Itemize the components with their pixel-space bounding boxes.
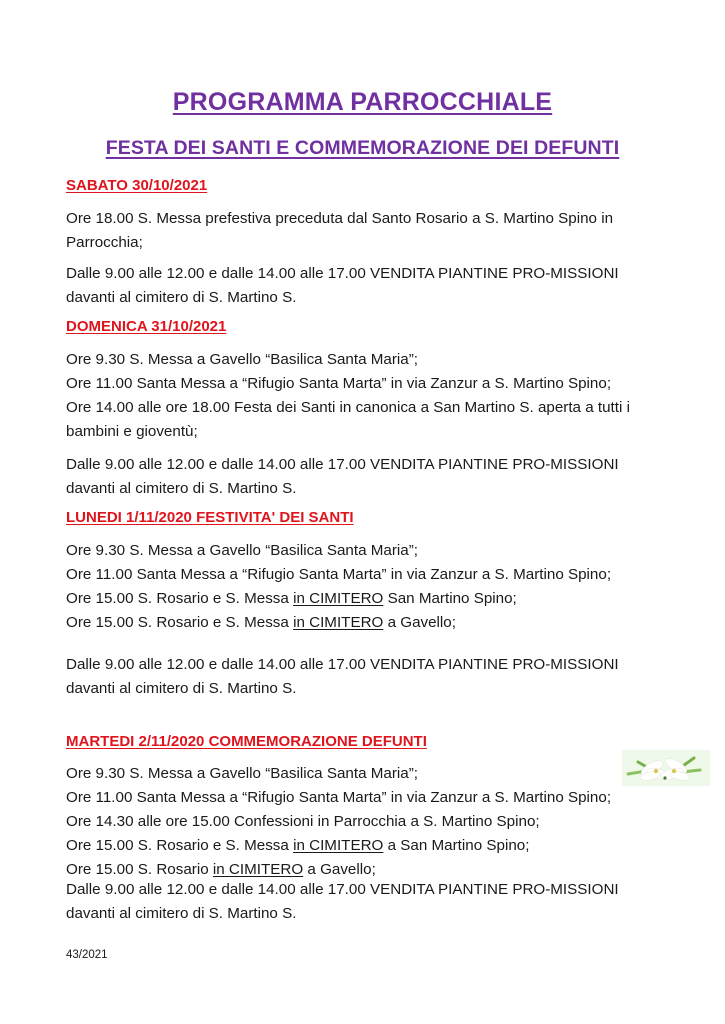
text-line: Dalle 9.00 alle 12.00 e dalle 14.00 alle 17.00 VENDITA PIANTINE PRO-MISSIONI bbox=[66, 265, 619, 282]
text-segment: Ore 15.00 S. Rosario e S. Messa bbox=[66, 590, 294, 607]
underlined-text: in CIMITERO bbox=[212, 861, 304, 878]
text-line: Dalle 9.00 alle 12.00 e dalle 14.00 alle 17.00 VENDITA PIANTINE PRO-MISSIONI bbox=[66, 881, 619, 898]
paragraph bbox=[66, 348, 666, 444]
paragraph bbox=[66, 539, 666, 635]
text-line: Parrocchia; bbox=[66, 234, 143, 251]
paragraph bbox=[66, 207, 666, 255]
text-segment: Ore 15.00 S. Rosario bbox=[66, 861, 213, 878]
text-line: Ore 9.30 S. Messa a Gavello “Basilica Santa Maria”; bbox=[66, 351, 418, 368]
text-segment: Ore 15.00 S. Rosario e S. Messa bbox=[66, 614, 294, 631]
text-line: Dalle 9.00 alle 12.00 e dalle 14.00 alle 17.00 VENDITA PIANTINE PRO-MISSIONI bbox=[66, 656, 619, 673]
paragraph bbox=[66, 878, 666, 926]
section-heading-martedi: MARTEDI 2/11/2020 COMMEMORAZIONE DEFUNTI bbox=[66, 733, 427, 750]
section-heading-sabato: SABATO 30/10/2021 bbox=[66, 177, 208, 194]
footer-page-number: 43/2021 bbox=[66, 949, 108, 961]
text-line bbox=[66, 834, 666, 858]
text-line: bambini e gioventù; bbox=[66, 423, 198, 440]
text-segment: a Gavello; bbox=[303, 861, 376, 878]
text-line bbox=[66, 611, 666, 635]
text-line: Ore 14.00 alle ore 18.00 Festa dei Santi in canonica a San Martino S. aperta a tutti i bbox=[66, 399, 630, 416]
page-title-text: PROGRAMMA PARROCCHIALE bbox=[172, 88, 553, 116]
underlined-text: in CIMITERO bbox=[293, 614, 384, 631]
text-line: davanti al cimitero di S. Martino S. bbox=[66, 480, 297, 497]
paragraph bbox=[66, 762, 666, 882]
section-heading-domenica: DOMENICA 31/10/2021 bbox=[66, 318, 227, 335]
underlined-text: in CIMITERO bbox=[293, 590, 384, 607]
text-line bbox=[66, 587, 666, 611]
underlined-text: in CIMITERO bbox=[293, 837, 384, 854]
text-line: davanti al cimitero di S. Martino S. bbox=[66, 905, 297, 922]
paragraph bbox=[66, 653, 666, 701]
text-line: Ore 14.30 alle ore 15.00 Confessioni in Parrocchia a S. Martino Spino; bbox=[66, 813, 540, 830]
page-subtitle bbox=[0, 137, 725, 160]
text-segment: a San Martino Spino; bbox=[383, 837, 530, 854]
text-line: Dalle 9.00 alle 12.00 e dalle 14.00 alle 17.00 VENDITA PIANTINE PRO-MISSIONI bbox=[66, 456, 619, 473]
text-line: Ore 11.00 Santa Messa a “Rifugio Santa Marta” in via Zanzur a S. Martino Spino; bbox=[66, 566, 612, 583]
text-line: Ore 9.30 S. Messa a Gavello “Basilica Santa Maria”; bbox=[66, 765, 418, 782]
lily-flowers-icon bbox=[622, 744, 710, 786]
text-line: Ore 11.00 Santa Messa a “Rifugio Santa Marta” in via Zanzur a S. Martino Spino; bbox=[66, 789, 612, 806]
text-line: Ore 11.00 Santa Messa a “Rifugio Santa Marta” in via Zanzur a S. Martino Spino; bbox=[66, 375, 612, 392]
section-heading-lunedi: LUNEDI 1/11/2020 FESTIVITA' DEI SANTI bbox=[66, 509, 354, 526]
text-line: davanti al cimitero di S. Martino S. bbox=[66, 289, 297, 306]
paragraph bbox=[66, 453, 666, 501]
text-line: Ore 9.30 S. Messa a Gavello “Basilica Santa Maria”; bbox=[66, 542, 418, 559]
text-segment: Ore 15.00 S. Rosario e S. Messa bbox=[66, 837, 294, 854]
paragraph bbox=[66, 262, 666, 310]
text-line: davanti al cimitero di S. Martino S. bbox=[66, 680, 297, 697]
text-line: Ore 18.00 S. Messa prefestiva preceduta dal Santo Rosario a S. Martino Spino in bbox=[66, 210, 614, 227]
page-subtitle-text: FESTA DEI SANTI E COMMEMORAZIONE DEI DEFUNTI bbox=[105, 137, 620, 159]
text-segment: a Gavello; bbox=[383, 614, 456, 631]
page-title bbox=[0, 88, 725, 117]
text-segment: San Martino Spino; bbox=[383, 590, 517, 607]
